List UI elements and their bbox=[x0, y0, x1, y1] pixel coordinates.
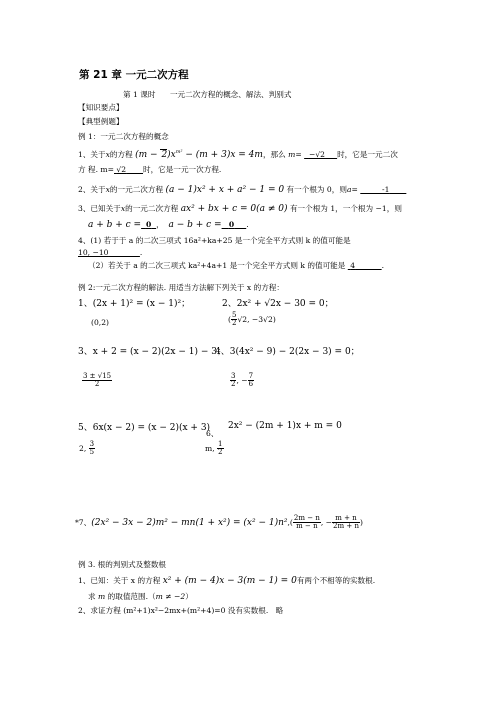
ex1-q1-line1 bbox=[78, 150, 398, 161]
text: . bbox=[139, 248, 143, 257]
ex1-q3-line2 bbox=[88, 220, 249, 231]
ex1-q2 bbox=[78, 185, 406, 196]
answer-blank: 4 bbox=[350, 261, 356, 270]
text: 的一元二次方程 bbox=[125, 204, 179, 213]
ex2-answer-1: (0,2) bbox=[91, 318, 110, 327]
ex1-q4-line2 bbox=[78, 248, 142, 257]
ex2-problem-6-label: 6、 bbox=[206, 429, 219, 438]
ex2-answer-6: m, $\frac{1}{2}$ bbox=[205, 440, 223, 457]
ex2-problem-7: *7、(2x² − 3x − 2)m² − mn(1 + x²) = (x² − 1)n²,( $\frac{2m - n}{m - n}$ , − $\frac{m + n}{2m + n}$ ) bbox=[75, 514, 363, 531]
text: ，那么 bbox=[262, 150, 286, 159]
text: 2、关于 bbox=[78, 185, 106, 194]
var-a: a bbox=[346, 185, 352, 194]
var-x: x bbox=[105, 185, 110, 194]
text: 1、关于 bbox=[78, 150, 106, 159]
formula: (a − 1)x² + x + a² − 1 = 0 bbox=[165, 185, 285, 195]
ex1-q4-line3 bbox=[88, 261, 384, 270]
text: 时，它是一元二次 bbox=[337, 150, 398, 159]
ex2-problem-5: 5、6x(x − 2) = (x − 2)(x + 3) bbox=[78, 423, 211, 433]
text: 方 程. m= bbox=[78, 165, 114, 174]
ex3-q2: 2、求证方程 (m²+1)x²−2mx+(m²+4)=0 没有实数根. 略 bbox=[78, 606, 284, 615]
ex2-problem-1: 1、(2x + 1)² = (x − 1)²； bbox=[78, 299, 191, 309]
ex2-answer-3: $\frac{3 \pm √15}{2}$ bbox=[83, 372, 112, 389]
formula: a − b + c = bbox=[168, 220, 222, 230]
var-x: x bbox=[105, 150, 110, 159]
text: ， bbox=[156, 220, 164, 229]
section-knowledge: 【知识要点】 bbox=[78, 103, 124, 112]
ex1-q1-line2 bbox=[78, 165, 221, 174]
lesson-line bbox=[123, 90, 291, 99]
answer-blank: −√2 bbox=[308, 150, 326, 159]
answer-blank: 0 bbox=[228, 220, 235, 229]
answer-blank: -1 bbox=[382, 185, 390, 194]
formula: ax² + bx + c = 0(a ≠ 0) bbox=[180, 204, 288, 214]
example3-heading: 例 3. 根的判别式及整数根 bbox=[78, 560, 167, 569]
answer-blank: 10, −10 bbox=[78, 248, 109, 257]
ex1-q3-line1 bbox=[78, 204, 402, 215]
example2-heading: 例 2:一元二次方程的解法. 用适当方法解下列关于 x 的方程： bbox=[78, 283, 284, 292]
ex2-problem-3: 3、x + 2 = (x − 2)(2x − 1) − 3； bbox=[78, 347, 226, 357]
text: 时，它是一元一次方程. bbox=[143, 165, 222, 174]
text: . bbox=[381, 261, 385, 270]
ex1-q4-line1: 4、(1) 若于于 a 的二次三项式 16a²+ka+25 是一个完全平方式则 k 的值可能是 bbox=[78, 236, 351, 245]
var-x: x bbox=[120, 204, 126, 213]
formula: $(m - 2)x^{m^2} - (m + 3)x = 4m$ bbox=[135, 149, 263, 160]
lesson-number: 第 1 课时 bbox=[123, 90, 156, 99]
ex2-problem-2: 2、2x² + √2x − 30 = 0； bbox=[222, 299, 334, 309]
text: 的方程 bbox=[109, 150, 133, 159]
text: 的一元二次方程 bbox=[109, 185, 164, 194]
ex2-answer-2: ( $\frac{5}{2}$ √2, −3√2) bbox=[228, 311, 276, 328]
ex3-q1-line2: 求 m 的取值范围.（m ≠ −2） bbox=[88, 592, 193, 601]
formula: a + b + c = bbox=[88, 220, 142, 230]
ex2-answer-5: 2, $\frac{3}{5}$ bbox=[79, 440, 95, 457]
text: 有一个根为 0，则 bbox=[286, 185, 347, 194]
var-m: m bbox=[288, 150, 296, 159]
ex3-q1-line1: 1、已知：关于 x 的方程 x² + (m − 4)x − 3(m − 1) = 0有两个不相等的实数根. bbox=[78, 576, 376, 586]
section-examples: 【典型例题】 bbox=[78, 117, 124, 126]
answer-blank: √2 bbox=[116, 165, 127, 174]
text: = bbox=[351, 185, 358, 194]
ex2-problem-6: 2x² − (2m + 1)x + m = 0 bbox=[228, 421, 342, 431]
text: 有一个根为 1，一个根为 −1，则 bbox=[289, 204, 402, 213]
text: （2）若关于 a 的二次三项式 ka²+4a+1 是一个完全平方式则 k 的值可能是 bbox=[88, 261, 346, 270]
text: = bbox=[295, 150, 302, 159]
text: 3、已知关于 bbox=[78, 204, 121, 213]
page-title: 第 21 章 一元二次方程 bbox=[79, 69, 189, 81]
example1-heading: 例 1：一元二次方程的概念 bbox=[78, 132, 169, 141]
ex2-answer-4: $\frac{3}{2}$ , − $\frac{7}{6}$ bbox=[231, 372, 254, 389]
ex2-problem-4: 4、3(4x² − 9) − 2(2x − 3) = 0； bbox=[215, 347, 360, 357]
answer-blank: 0 bbox=[145, 220, 152, 229]
text: . bbox=[246, 220, 249, 229]
lesson-name: 一元二次方程的概念、解法、判别式 bbox=[169, 90, 292, 99]
